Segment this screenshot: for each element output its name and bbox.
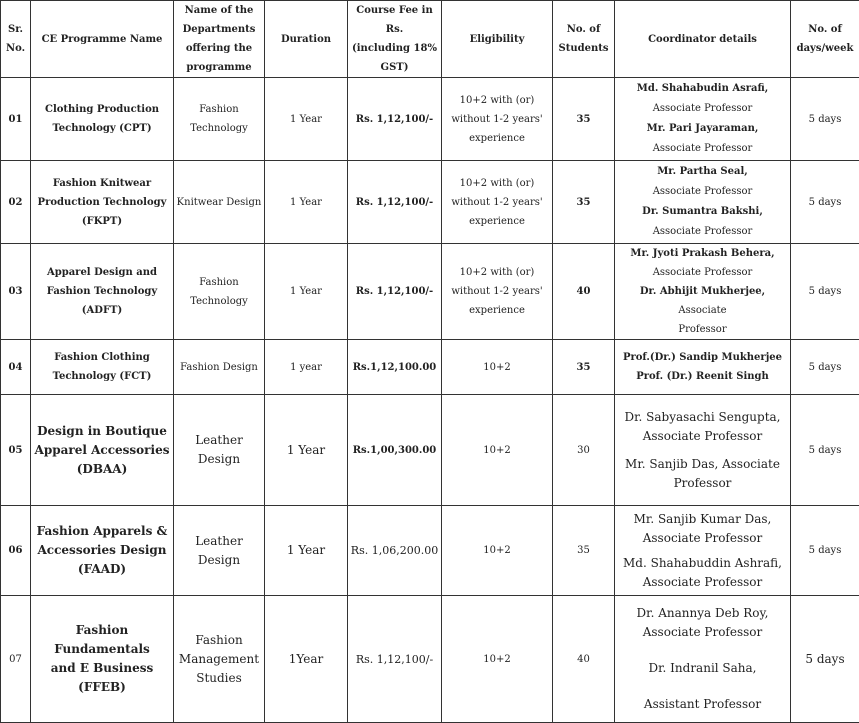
table-row (1, 506, 859, 596)
coordinator-cell: Mr. Partha Seal, Associate Professor Dr. Sumantra Bakshi, Associate Professor (615, 161, 791, 244)
header-dept: Name of the Departments offering the programme (174, 1, 265, 78)
department-cell: Fashion Technology (174, 78, 265, 161)
coordinator-cell: Mr. Sanjib Kumar Das, Associate Professor Md. Shahabuddin Ashrafi, Associate Professor (615, 506, 791, 596)
days-cell: 5 days (791, 340, 859, 395)
students-cell: 35 (553, 78, 615, 161)
programme-name-cell: Apparel Design and Fashion Technology (ADFT) (31, 244, 174, 340)
programme-name-cell: Design in Boutique Apparel Accessories (DBAA) (31, 395, 174, 506)
coordinator-cell: Dr. Sabyasachi Sengupta, Associate Professor Mr. Sanjib Das, Associate Professor (615, 395, 791, 506)
header-coordinator: Coordinator details (615, 1, 791, 78)
days-cell: 5 days (791, 506, 859, 596)
duration-cell: 1 Year (265, 506, 348, 596)
department-cell: Fashion Management Studies (174, 596, 265, 723)
fee-cell: Rs. 1,12,100/- (348, 244, 442, 340)
table-row (1, 78, 859, 161)
department-cell: Fashion Design (174, 340, 265, 395)
department-cell: Leather Design (174, 395, 265, 506)
fee-cell: Rs.1,00,300.00 (348, 395, 442, 506)
eligibility-cell: 10+2 with (or) without 1-2 years' experience (442, 244, 553, 340)
eligibility-cell: 10+2 (442, 395, 553, 506)
students-cell: 30 (553, 395, 615, 506)
programme-name-cell: Fashion Clothing Technology (FCT) (31, 340, 174, 395)
sr-cell: 05 (1, 395, 31, 506)
header-students: No. of Students (553, 1, 615, 78)
coordinator-cell: Dr. Anannya Deb Roy, Associate Professor Dr. Indranil Saha, Assistant Professor (615, 596, 791, 723)
programme-name-cell: Fashion Fundamentals and E Business (FFEB) (31, 596, 174, 723)
students-cell: 35 (553, 161, 615, 244)
coordinator-cell: Mr. Jyoti Prakash Behera, Associate Professor Dr. Abhijit Mukherjee, Associate Professor (615, 244, 791, 340)
eligibility-cell: 10+2 (442, 596, 553, 723)
header-fee: Course Fee in Rs. (including 18% GST) (348, 1, 442, 78)
table-row (1, 244, 859, 340)
duration-cell: 1 year (265, 340, 348, 395)
header-row (1, 1, 859, 78)
header-sr: Sr. No. (1, 1, 31, 78)
students-cell: 40 (553, 244, 615, 340)
table-row (1, 161, 859, 244)
fee-cell: Rs. 1,12,100/- (348, 78, 442, 161)
sr-cell: 01 (1, 78, 31, 161)
table-row (1, 596, 859, 723)
sr-cell: 07 (1, 596, 31, 723)
duration-cell: 1 Year (265, 78, 348, 161)
programme-name-cell: Clothing Production Technology (CPT) (31, 78, 174, 161)
coordinator-cell: Md. Shahabudin Asrafi, Associate Professor Mr. Pari Jayaraman, Associate Professor (615, 78, 791, 161)
coordinator-cell: Prof.(Dr.) Sandip Mukherjee Prof. (Dr.) Reenit Singh (615, 340, 791, 395)
header-name: CE Programme Name (31, 1, 174, 78)
eligibility-cell: 10+2 (442, 340, 553, 395)
department-cell: Leather Design (174, 506, 265, 596)
students-cell: 40 (553, 596, 615, 723)
students-cell: 35 (553, 506, 615, 596)
duration-cell: 1 Year (265, 395, 348, 506)
days-cell: 5 days (791, 596, 859, 723)
fee-cell: Rs. 1,12,100/- (348, 161, 442, 244)
table-row (1, 340, 859, 395)
days-cell: 5 days (791, 395, 859, 506)
sr-cell: 03 (1, 244, 31, 340)
duration-cell: 1 Year (265, 244, 348, 340)
programme-name-cell: Fashion Knitwear Production Technology (FKPT) (31, 161, 174, 244)
table-row (1, 395, 859, 506)
eligibility-cell: 10+2 with (or) without 1-2 years' experience (442, 78, 553, 161)
header-eligibility: Eligibility (442, 1, 553, 78)
sr-cell: 02 (1, 161, 31, 244)
eligibility-cell: 10+2 with (or) without 1-2 years' experience (442, 161, 553, 244)
days-cell: 5 days (791, 244, 859, 340)
header-duration: Duration (265, 1, 348, 78)
eligibility-cell: 10+2 (442, 506, 553, 596)
students-cell: 35 (553, 340, 615, 395)
header-days: No. of days/week (791, 1, 859, 78)
sr-cell: 06 (1, 506, 31, 596)
days-cell: 5 days (791, 161, 859, 244)
department-cell: Knitwear Design (174, 161, 265, 244)
programme-name-cell: Fashion Apparels & Accessories Design (FAAD) (31, 506, 174, 596)
duration-cell: 1Year (265, 596, 348, 723)
fee-cell: Rs. 1,12,100/- (348, 596, 442, 723)
days-cell: 5 days (791, 78, 859, 161)
duration-cell: 1 Year (265, 161, 348, 244)
department-cell: Fashion Technology (174, 244, 265, 340)
fee-cell: Rs.1,12,100.00 (348, 340, 442, 395)
sr-cell: 04 (1, 340, 31, 395)
fee-cell: Rs. 1,06,200.00 (348, 506, 442, 596)
